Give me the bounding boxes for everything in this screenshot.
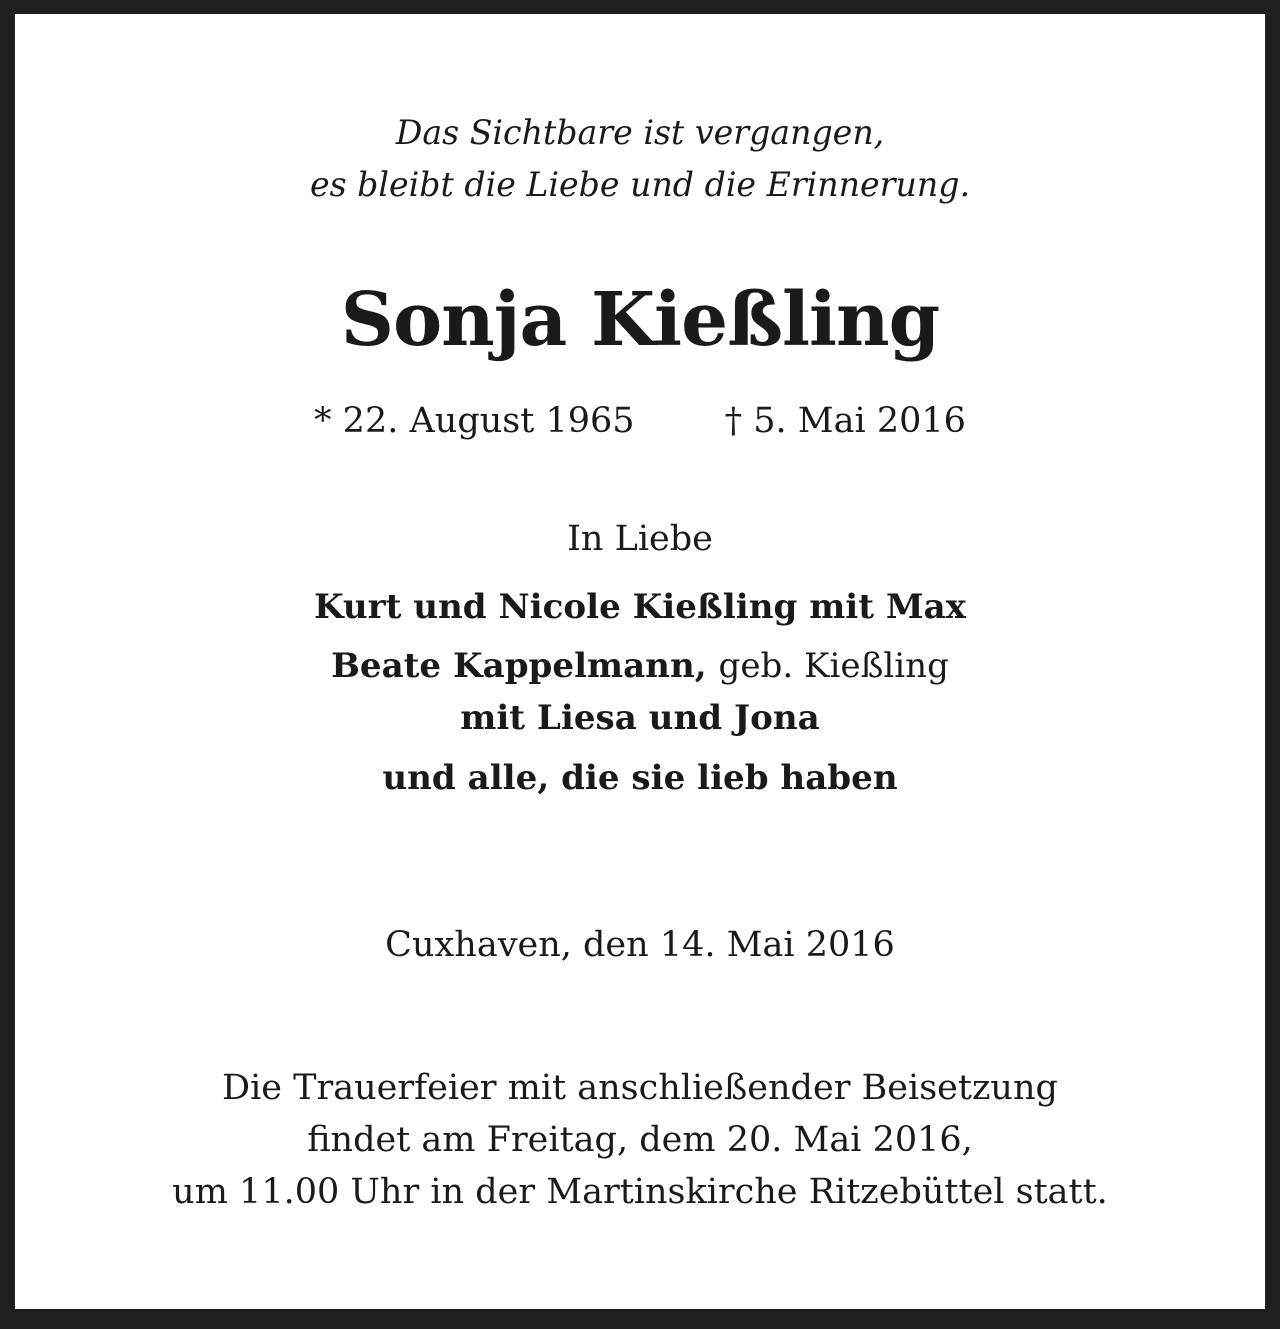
birth-date: * 22. August 1965 — [314, 400, 635, 441]
service-line-1: Die Trauerfeier mit anschließender Beisetzung — [222, 1067, 1058, 1108]
mourner-line-1: Kurt und Nicole Kießling mit Max — [313, 587, 967, 627]
place-date: Cuxhaven, den 14. Mai 2016 — [385, 924, 895, 965]
mourner-line-2-maiden-name: geb. Kießling — [718, 646, 949, 686]
deceased-name: Sonja Kießling — [340, 277, 940, 363]
mourner-line-4: und alle, die sie lieb haben — [382, 758, 898, 798]
death-date: † 5. Mai 2016 — [724, 400, 966, 441]
life-dates — [0, 400, 1280, 441]
mourner-line-2-name: Beate Kappelmann, — [331, 646, 707, 686]
motto-line-1: Das Sichtbare ist vergangen, — [395, 113, 885, 152]
service-line-2: findet am Freitag, dem 20. Mai 2016, — [307, 1119, 973, 1160]
mourner-line-2 — [0, 646, 1280, 686]
motto-line-2: es bleibt die Liebe und die Erinnerung. — [309, 165, 971, 204]
mourners-intro: In Liebe — [567, 518, 713, 559]
mourner-line-3: mit Liesa und Jona — [460, 698, 820, 738]
service-line-3: um 11.00 Uhr in der Martinskirche Ritzebüttel statt. — [172, 1171, 1108, 1212]
